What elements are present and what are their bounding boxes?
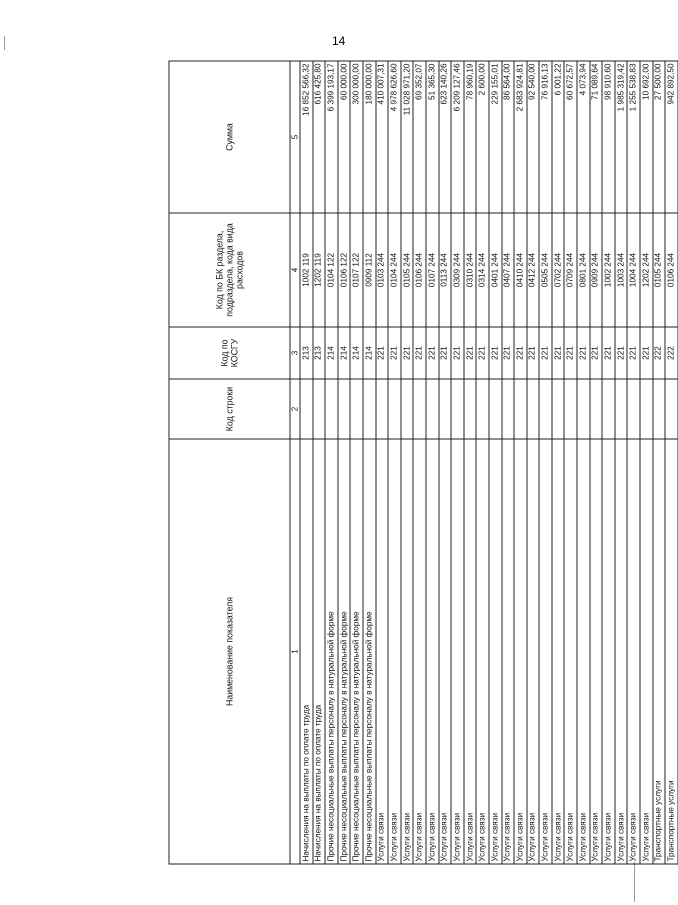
- row-bk-code: 0410 244: [514, 213, 527, 327]
- row-amount: 60 672,57: [564, 61, 577, 213]
- row-line-code: [589, 379, 602, 439]
- row-name: Услуги связи: [589, 439, 602, 864]
- table-row: [589, 61, 602, 864]
- row-amount: 27 500,00: [652, 61, 665, 213]
- table-row: [614, 61, 627, 864]
- row-line-code: [413, 379, 426, 439]
- row-bk-code: 0106 244: [665, 213, 678, 327]
- row-line-code: [564, 379, 577, 439]
- row-name: Начисления на выплаты по оплате труда: [312, 439, 325, 864]
- column-number-row: [290, 61, 300, 864]
- row-kosgu: 221: [375, 327, 388, 379]
- row-kosgu: 221: [501, 327, 514, 379]
- row-bk-code: 1202 244: [640, 213, 653, 327]
- row-line-code: [476, 379, 489, 439]
- row-name: Услуги связи: [413, 439, 426, 864]
- row-bk-code: 0909 112: [362, 213, 375, 327]
- row-name: Услуги связи: [375, 439, 388, 864]
- row-amount: 1 985 319,42: [614, 61, 627, 213]
- row-name: Услуги связи: [577, 439, 590, 864]
- row-name: Услуги связи: [514, 439, 527, 864]
- row-kosgu: 221: [413, 327, 426, 379]
- row-line-code: [337, 379, 350, 439]
- header-amount: Сумма: [169, 61, 290, 213]
- row-bk-code: 0412 244: [526, 213, 539, 327]
- table-row: [463, 61, 476, 864]
- row-bk-code: 0401 244: [488, 213, 501, 327]
- row-amount: 92 540,00: [526, 61, 539, 213]
- row-bk-code: 0103 244: [375, 213, 388, 327]
- row-bk-code: 0505 244: [539, 213, 552, 327]
- row-kosgu: 221: [602, 327, 615, 379]
- row-amount: 6 209 127,46: [451, 61, 464, 213]
- row-kosgu: 221: [539, 327, 552, 379]
- row-amount: 78 960,19: [463, 61, 476, 213]
- row-line-code: [375, 379, 388, 439]
- row-kosgu: 221: [627, 327, 640, 379]
- row-amount: 1 255 538,83: [627, 61, 640, 213]
- row-line-code: [602, 379, 615, 439]
- row-line-code: [614, 379, 627, 439]
- row-line-code: [514, 379, 527, 439]
- row-bk-code: 0104 244: [388, 213, 401, 327]
- table-row: [325, 61, 338, 864]
- row-bk-code: 0309 244: [451, 213, 464, 327]
- row-line-code: [362, 379, 375, 439]
- header-line-code: Код строки: [169, 379, 290, 439]
- row-name: Услуги связи: [501, 439, 514, 864]
- row-amount: 10 692,00: [640, 61, 653, 213]
- row-line-code: [300, 379, 313, 439]
- scan-edge-mark: [634, 862, 635, 902]
- row-name: Начисления на выплаты по оплате труда: [300, 439, 313, 864]
- row-bk-code: 0310 244: [463, 213, 476, 327]
- row-name: Прочие несоциальные выплаты персоналу в натуральной форме: [362, 439, 375, 864]
- row-kosgu: 221: [614, 327, 627, 379]
- row-line-code: [640, 379, 653, 439]
- row-kosgu: 213: [300, 327, 313, 379]
- row-name: Услуги связи: [551, 439, 564, 864]
- row-name: Услуги связи: [564, 439, 577, 864]
- row-kosgu: 221: [463, 327, 476, 379]
- row-amount: 229 155,01: [488, 61, 501, 213]
- row-bk-code: 0702 244: [551, 213, 564, 327]
- row-amount: 98 910,60: [602, 61, 615, 213]
- table-row: [451, 61, 464, 864]
- row-name: Транспортные услуги: [652, 439, 665, 864]
- header-bk-code: Код по БК раздела, подраздела, кода вида расходов: [169, 213, 290, 327]
- table-row: [539, 61, 552, 864]
- table-row: [413, 61, 426, 864]
- table-row: [350, 61, 363, 864]
- row-line-code: [312, 379, 325, 439]
- column-number: 1: [290, 439, 300, 864]
- row-kosgu: 222: [665, 327, 678, 379]
- row-kosgu: 221: [451, 327, 464, 379]
- table-row: [640, 61, 653, 864]
- row-name: Услуги связи: [438, 439, 451, 864]
- row-name: Прочие несоциальные выплаты персоналу в натуральной форме: [337, 439, 350, 864]
- row-kosgu: 221: [640, 327, 653, 379]
- row-kosgu: 221: [514, 327, 527, 379]
- row-bk-code: 0107 244: [425, 213, 438, 327]
- table-row: [438, 61, 451, 864]
- row-line-code: [539, 379, 552, 439]
- row-bk-code: 0104 122: [325, 213, 338, 327]
- table-row: [665, 61, 678, 864]
- row-line-code: [463, 379, 476, 439]
- row-line-code: [325, 379, 338, 439]
- row-amount: 71 089,64: [589, 61, 602, 213]
- row-bk-code: 0106 122: [337, 213, 350, 327]
- header-kosgu: Код по КОСГУ: [169, 327, 290, 379]
- rotated-table-wrapper: [168, 61, 676, 864]
- row-name: Услуги связи: [400, 439, 413, 864]
- row-name: Услуги связи: [627, 439, 640, 864]
- row-kosgu: 221: [564, 327, 577, 379]
- row-kosgu: 214: [337, 327, 350, 379]
- row-amount: 6 001,22: [551, 61, 564, 213]
- row-bk-code: 0105 244: [652, 213, 665, 327]
- table-row: [577, 61, 590, 864]
- row-bk-code: 1003 244: [614, 213, 627, 327]
- header-name: Наименование показателя: [169, 439, 290, 864]
- row-bk-code: 0106 244: [413, 213, 426, 327]
- table-row: [627, 61, 640, 864]
- row-amount: 11 028 971,20: [400, 61, 413, 213]
- row-line-code: [652, 379, 665, 439]
- row-name: Услуги связи: [425, 439, 438, 864]
- expense-table: [168, 60, 678, 864]
- table-row: [551, 61, 564, 864]
- row-kosgu: 221: [388, 327, 401, 379]
- table-body: [300, 61, 678, 864]
- scan-edge-mark: [4, 36, 5, 50]
- row-name: Транспортные услуги: [665, 439, 678, 864]
- column-number: 2: [290, 379, 300, 439]
- row-kosgu: 221: [425, 327, 438, 379]
- row-line-code: [501, 379, 514, 439]
- row-bk-code: 0801 244: [577, 213, 590, 327]
- table-row: [300, 61, 313, 864]
- table-row: [375, 61, 388, 864]
- row-bk-code: 0107 122: [350, 213, 363, 327]
- row-amount: 410 007,31: [375, 61, 388, 213]
- row-amount: 86 564,00: [501, 61, 514, 213]
- row-line-code: [551, 379, 564, 439]
- row-amount: 2 683 924,81: [514, 61, 527, 213]
- row-kosgu: 214: [362, 327, 375, 379]
- table-row: [362, 61, 375, 864]
- row-bk-code: 0105 244: [400, 213, 413, 327]
- row-amount: 180 000,00: [362, 61, 375, 213]
- row-line-code: [438, 379, 451, 439]
- row-name: Услуги связи: [602, 439, 615, 864]
- table-row: [652, 61, 665, 864]
- row-amount: 623 140,26: [438, 61, 451, 213]
- row-kosgu: 221: [476, 327, 489, 379]
- row-name: Услуги связи: [526, 439, 539, 864]
- table-row: [526, 61, 539, 864]
- row-name: Услуги связи: [640, 439, 653, 864]
- row-bk-code: 1202 119: [312, 213, 325, 327]
- row-amount: 942 892,50: [665, 61, 678, 213]
- row-amount: 69 352,07: [413, 61, 426, 213]
- table-row: [337, 61, 350, 864]
- row-name: Услуги связи: [463, 439, 476, 864]
- table-row: [514, 61, 527, 864]
- row-kosgu: 221: [589, 327, 602, 379]
- column-number: 4: [290, 213, 300, 327]
- row-kosgu: 213: [312, 327, 325, 379]
- row-name: Прочие несоциальные выплаты персоналу в натуральной форме: [325, 439, 338, 864]
- table-frame: [168, 61, 676, 864]
- row-bk-code: 1002 244: [602, 213, 615, 327]
- row-amount: 6 399 193,17: [325, 61, 338, 213]
- row-name: Услуги связи: [488, 439, 501, 864]
- column-number: 3: [290, 327, 300, 379]
- table-row: [476, 61, 489, 864]
- row-kosgu: 222: [652, 327, 665, 379]
- row-amount: 616 425,80: [312, 61, 325, 213]
- row-line-code: [665, 379, 678, 439]
- table-row: [488, 61, 501, 864]
- row-bk-code: 0909 244: [589, 213, 602, 327]
- row-name: Услуги связи: [388, 439, 401, 864]
- row-amount: 2 600,00: [476, 61, 489, 213]
- row-amount: 4 978 626,60: [388, 61, 401, 213]
- row-line-code: [451, 379, 464, 439]
- row-bk-code: 0709 244: [564, 213, 577, 327]
- row-amount: 300 000,00: [350, 61, 363, 213]
- row-name: Услуги связи: [476, 439, 489, 864]
- row-bk-code: 0407 244: [501, 213, 514, 327]
- page-number: 14: [332, 34, 346, 48]
- header-row: [169, 61, 290, 864]
- column-number: 5: [290, 61, 300, 213]
- row-bk-code: 1002 119: [300, 213, 313, 327]
- table-row: [312, 61, 325, 864]
- row-amount: 51 365,30: [425, 61, 438, 213]
- row-line-code: [350, 379, 363, 439]
- row-kosgu: 221: [551, 327, 564, 379]
- row-line-code: [388, 379, 401, 439]
- table-row: [388, 61, 401, 864]
- table-row: [602, 61, 615, 864]
- row-bk-code: 1004 244: [627, 213, 640, 327]
- row-line-code: [627, 379, 640, 439]
- row-line-code: [400, 379, 413, 439]
- row-kosgu: 221: [400, 327, 413, 379]
- table-row: [425, 61, 438, 864]
- table-row: [501, 61, 514, 864]
- row-kosgu: 221: [577, 327, 590, 379]
- row-name: Прочие несоциальные выплаты персоналу в натуральной форме: [350, 439, 363, 864]
- row-amount: 4 073,94: [577, 61, 590, 213]
- row-kosgu: 221: [526, 327, 539, 379]
- row-amount: 16 852 566,32: [300, 61, 313, 213]
- row-amount: 60 000,00: [337, 61, 350, 213]
- row-line-code: [526, 379, 539, 439]
- row-line-code: [577, 379, 590, 439]
- table-row: [400, 61, 413, 864]
- row-kosgu: 214: [350, 327, 363, 379]
- row-kosgu: 221: [488, 327, 501, 379]
- row-kosgu: 214: [325, 327, 338, 379]
- row-name: Услуги связи: [614, 439, 627, 864]
- row-line-code: [425, 379, 438, 439]
- row-bk-code: 0113 244: [438, 213, 451, 327]
- row-name: Услуги связи: [451, 439, 464, 864]
- row-amount: 76 916,13: [539, 61, 552, 213]
- row-name: Услуги связи: [539, 439, 552, 864]
- table-row: [564, 61, 577, 864]
- row-line-code: [488, 379, 501, 439]
- row-bk-code: 0314 244: [476, 213, 489, 327]
- row-kosgu: 221: [438, 327, 451, 379]
